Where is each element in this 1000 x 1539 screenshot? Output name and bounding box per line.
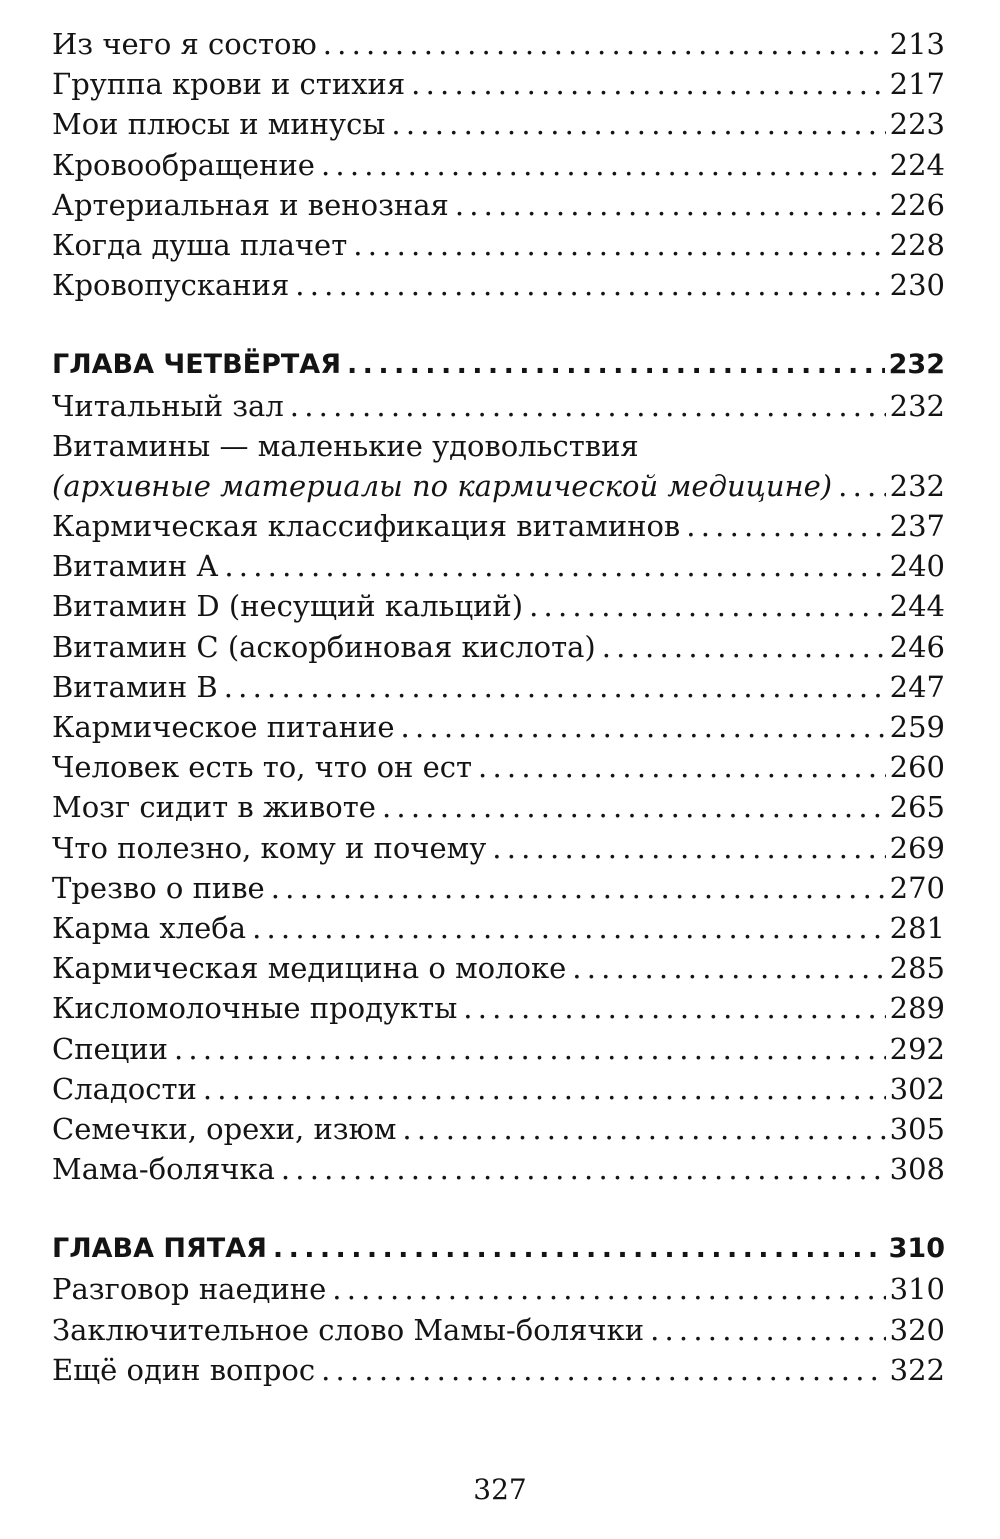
toc-entry-page: 217 [889, 67, 945, 102]
toc-entry-title: Мама-болячка [52, 1152, 275, 1187]
toc-entry-page: 240 [889, 549, 945, 584]
toc-entry-title: Разговор наедине [52, 1272, 327, 1307]
toc-entry-title: Трезво о пиве [52, 870, 265, 905]
dot-leader [295, 265, 885, 305]
toc-entry[interactable] [52, 225, 945, 265]
toc-entry[interactable] [52, 466, 945, 506]
toc-entry-page: 244 [889, 589, 945, 624]
toc-entry-title: Мои плюсы и минусы [52, 107, 386, 142]
toc-entry-page: 310 [889, 1272, 945, 1307]
toc-entry-page: 232 [889, 468, 945, 503]
toc-entry[interactable] [52, 747, 945, 787]
dot-leader [455, 185, 886, 225]
toc-entry-page: 305 [889, 1111, 945, 1146]
chapter-page: 310 [888, 1233, 945, 1265]
toc-entry[interactable] [52, 506, 945, 546]
toc-entry[interactable] [52, 667, 945, 707]
toc-entry[interactable] [52, 707, 945, 747]
toc-entry-page: 308 [889, 1152, 945, 1187]
toc-entry-page: 281 [889, 910, 945, 945]
toc-entry-title: Когда душа плачет [52, 227, 348, 262]
toc-entry-title: Кровопускания [52, 268, 290, 303]
toc-entry[interactable] [52, 104, 945, 144]
toc-entry-page: 226 [889, 187, 945, 222]
toc-entry[interactable] [52, 1310, 945, 1350]
dot-leader [271, 868, 886, 908]
dot-leader [321, 1350, 886, 1390]
dot-leader [411, 64, 885, 104]
toc-entry-page: 247 [889, 669, 945, 704]
toc-entry-page: 265 [889, 790, 945, 825]
toc-entry-title: Артериальная и венозная [52, 187, 449, 222]
toc-entry-page: 232 [889, 388, 945, 423]
toc-entry[interactable] [52, 64, 945, 104]
toc-entry[interactable] [52, 627, 945, 667]
toc-entry[interactable] [52, 1269, 945, 1309]
toc-entry-page: 237 [889, 509, 945, 544]
toc-entry[interactable] [52, 185, 945, 225]
toc-entry-title: Кармическое питание [52, 710, 395, 744]
toc-entry-title: Кисломолочные продукты [52, 991, 458, 1026]
toc-entry-title: Группа крови и стихия [52, 67, 406, 102]
toc-entry-title: Семечки, орехи, изюм [52, 1111, 397, 1146]
dot-leader [838, 466, 886, 506]
toc-entry-title: Читальный зал [52, 388, 284, 423]
dot-leader [224, 546, 885, 586]
toc-entry-title: Специи [52, 1031, 168, 1066]
dot-leader [529, 586, 886, 626]
toc-entry-page: 230 [889, 268, 945, 303]
chapter-heading-five[interactable] [52, 1229, 945, 1269]
toc-entry-title: Витамин С (аскорбиновая кислота) [52, 629, 596, 664]
dot-leader [686, 506, 885, 546]
toc-entry[interactable] [52, 145, 945, 185]
toc-entry-title: Карма хлеба [52, 910, 247, 945]
dot-leader [572, 948, 885, 988]
toc-entry-title: Витамин В [52, 669, 218, 704]
toc-entry-title: Кровообращение [52, 147, 315, 182]
toc-entry-title: Заключительное слово Мамы-болячки [52, 1312, 645, 1347]
dot-leader [650, 1310, 886, 1350]
toc-entry[interactable] [52, 24, 945, 64]
toc-entry[interactable] [52, 908, 945, 948]
toc-entry-title: Человек есть то, что он ест [52, 750, 473, 785]
dot-leader [353, 225, 885, 265]
toc-entry[interactable] [52, 828, 945, 868]
toc-entry-page: 270 [889, 870, 945, 905]
toc-entry[interactable] [52, 1029, 945, 1069]
toc-entry[interactable] [52, 1109, 945, 1149]
toc-entry-subtitle: (архивные материалы по кармической медицине) [52, 468, 833, 503]
toc-entry[interactable] [52, 546, 945, 586]
dot-leader [391, 104, 885, 144]
toc-entry-page: 302 [889, 1071, 945, 1106]
table-of-contents [52, 24, 945, 1390]
toc-entry-page: 260 [889, 750, 945, 785]
dot-leader [347, 345, 885, 385]
toc-entry-title: Ещё один вопрос [52, 1352, 316, 1387]
toc-entry-page: 224 [889, 147, 945, 182]
chapter-title: ГЛАВА ПЯТАЯ [52, 1233, 267, 1265]
toc-entry-title: Витамин D (несущий кальций) [52, 589, 524, 624]
dot-leader [382, 787, 886, 827]
toc-entry[interactable] [52, 1149, 945, 1189]
toc-entry-title: Сладости [52, 1071, 197, 1106]
toc-entry[interactable] [52, 1069, 945, 1109]
toc-entry-title: Кармическая классификация витаминов [52, 509, 681, 544]
dot-leader [401, 707, 886, 747]
dot-leader [273, 1229, 885, 1269]
chapter-page: 232 [888, 349, 945, 381]
toc-entry[interactable] [52, 1350, 945, 1390]
toc-entry-page: 285 [889, 951, 945, 986]
dot-leader [321, 145, 886, 185]
dot-leader [492, 828, 885, 868]
dot-leader [174, 1029, 886, 1069]
toc-entry-title: Кармическая медицина о молоке [52, 951, 567, 986]
dot-leader [332, 1269, 885, 1309]
toc-entry[interactable] [52, 868, 945, 908]
toc-entry[interactable] [52, 988, 945, 1028]
toc-entry-page: 322 [889, 1352, 945, 1387]
section-gap [52, 305, 945, 345]
dot-leader [323, 24, 886, 64]
toc-entry-title: Мозг сидит в животе [52, 790, 376, 825]
toc-entry-page: 259 [889, 710, 945, 744]
dot-leader [463, 988, 885, 1028]
chapter-title: ГЛАВА ЧЕТВЁРТАЯ [52, 349, 341, 381]
toc-entry[interactable] [52, 586, 945, 626]
dot-leader [281, 1149, 886, 1189]
toc-entry-title: Что полезно, кому и почему [52, 830, 487, 865]
toc-entry[interactable] [52, 787, 945, 827]
toc-entry-title-line[interactable]: Витамины — маленькие удовольствия [52, 428, 639, 463]
toc-entry[interactable] [52, 265, 945, 305]
dot-leader [290, 386, 886, 426]
toc-entry-page: 289 [889, 991, 945, 1026]
toc-entry-page: 228 [889, 227, 945, 262]
toc-entry-page: 269 [889, 830, 945, 865]
toc-entry-page: 292 [889, 1031, 945, 1066]
dot-leader [203, 1069, 886, 1109]
toc-entry[interactable] [52, 386, 945, 426]
toc-entry[interactable] [52, 948, 945, 988]
toc-entry-page: 246 [889, 629, 945, 664]
toc-entry-title: Витамин А [52, 549, 219, 584]
section-gap [52, 1189, 945, 1229]
toc-entry-title: Из чего я состою [52, 27, 317, 61]
dot-leader [402, 1109, 885, 1149]
toc-entry-page: 320 [889, 1312, 945, 1347]
toc-entry-page: 223 [889, 107, 945, 142]
dot-leader [602, 627, 886, 667]
page-number: 327 [473, 1473, 527, 1506]
chapter-heading-four[interactable] [52, 345, 945, 385]
dot-leader [478, 747, 886, 787]
dot-leader [252, 908, 886, 948]
dot-leader [224, 667, 886, 707]
toc-entry-page: 213 [889, 27, 945, 61]
